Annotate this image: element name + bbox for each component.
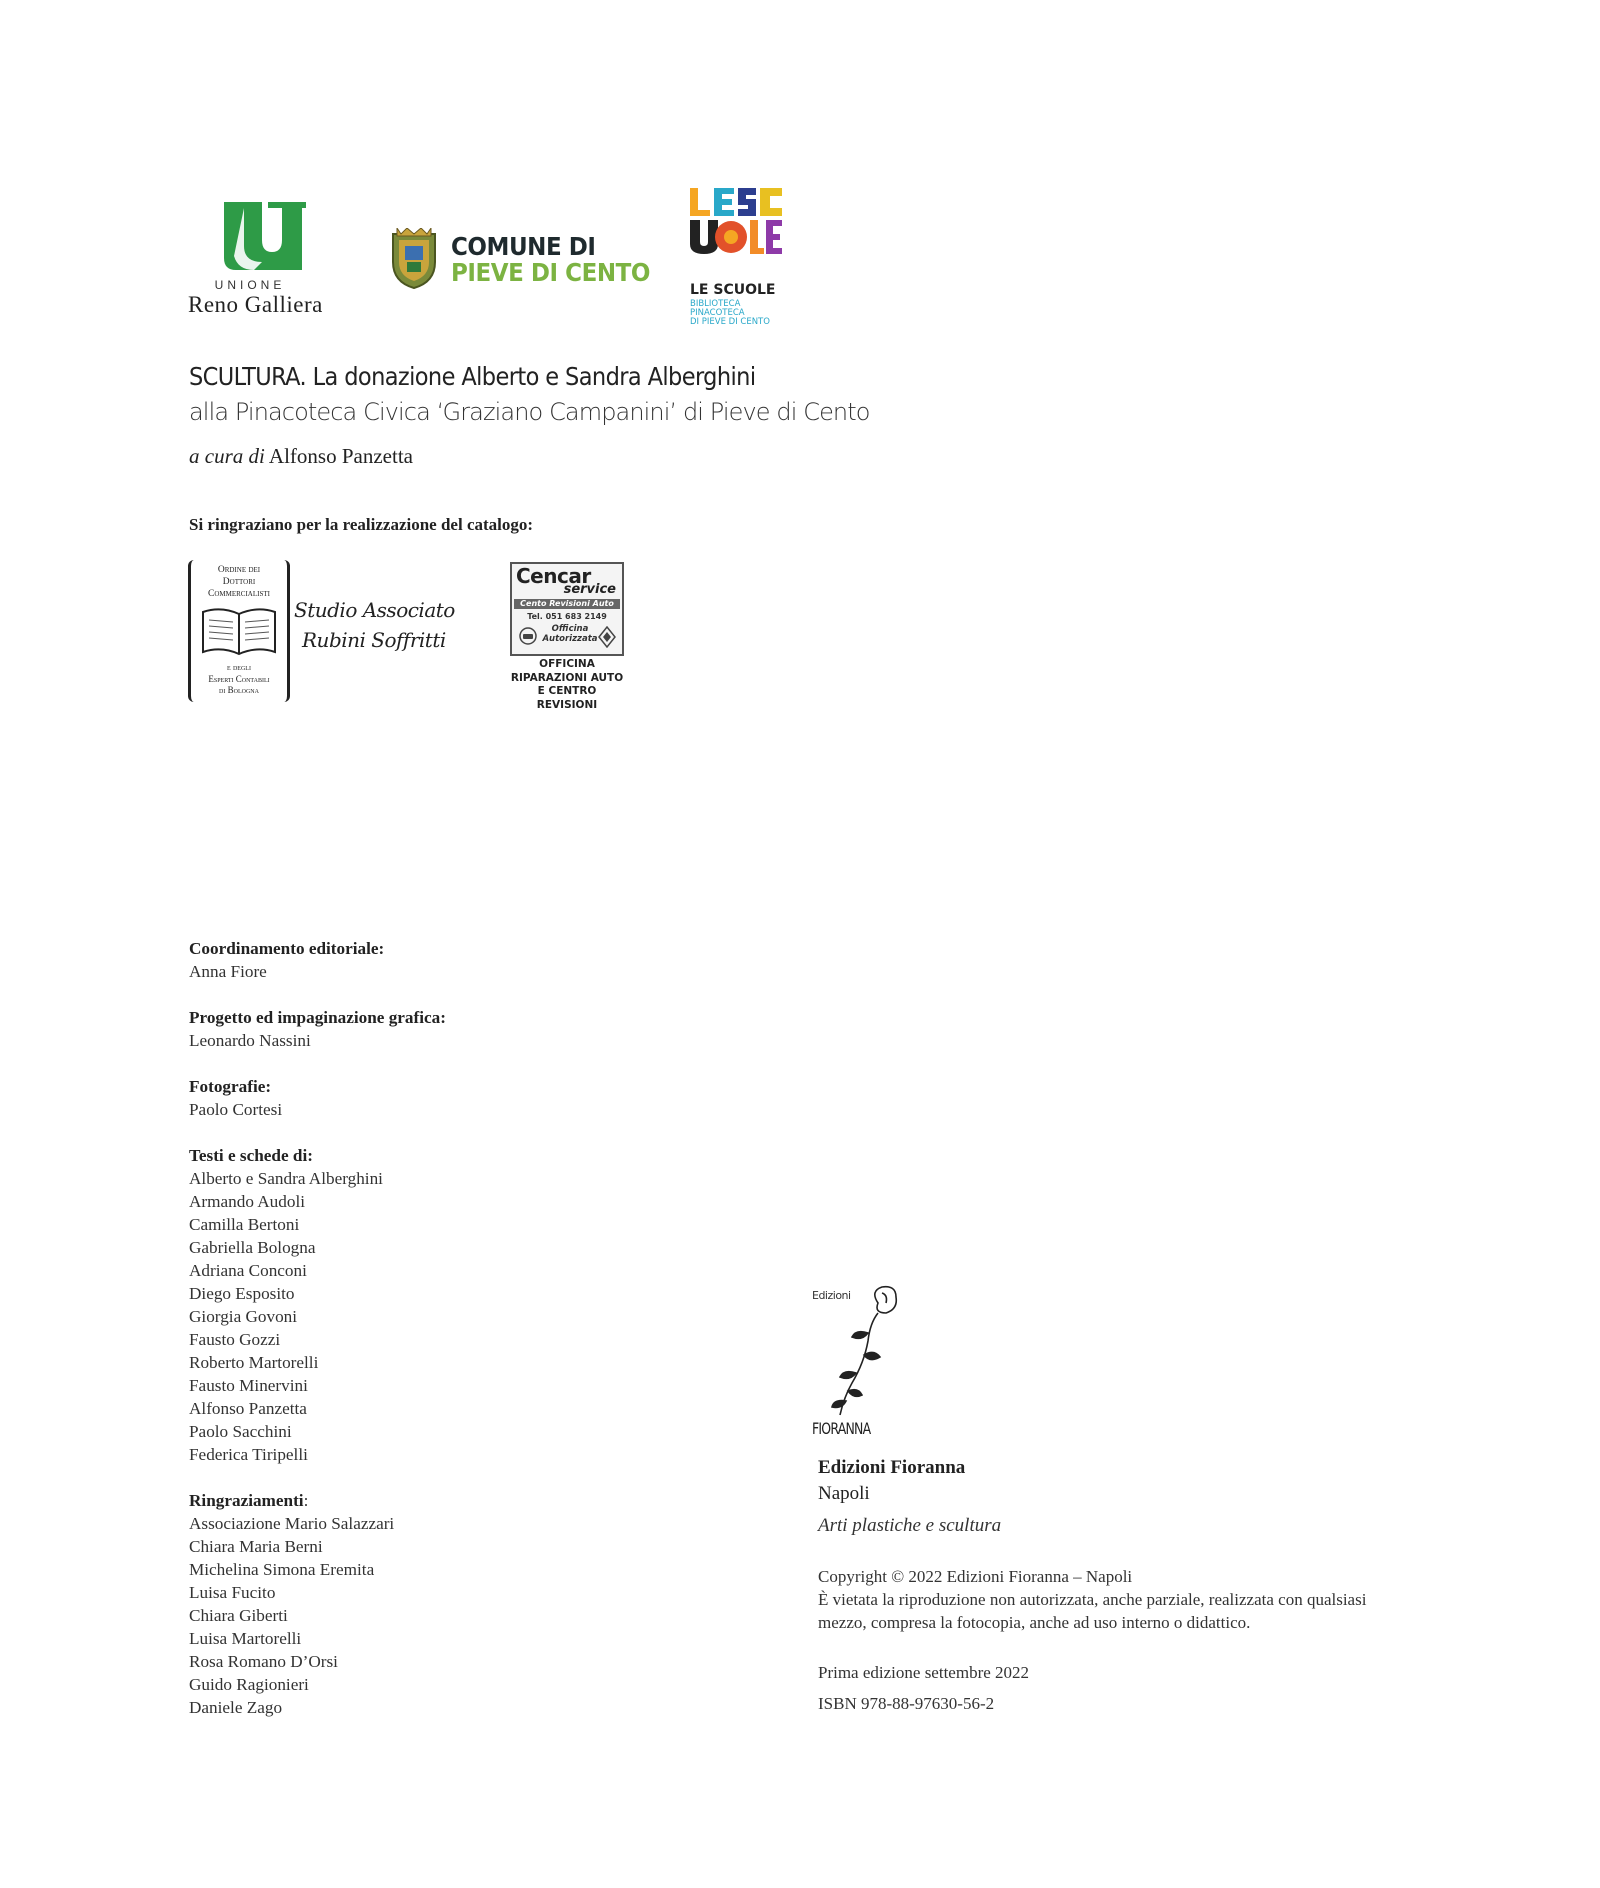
edizioni-fioranna-logo <box>812 1283 902 1441</box>
cencar-phone: Tel. 051 683 2149 <box>527 612 607 621</box>
list-item: Fausto Gozzi <box>189 1330 281 1349</box>
list-item: Gabriella Bologna <box>189 1238 316 1257</box>
fioranna-logo-top-text: Edizioni <box>812 1289 851 1302</box>
renault-icon <box>598 626 616 648</box>
sponsors-heading: Si ringraziano per la realizzazione del catalogo: <box>189 515 534 534</box>
list-item: Michelina Simona Eremita <box>189 1560 375 1579</box>
publisher-name: Edizioni Fioranna <box>818 1457 966 1478</box>
isbn-line: ISBN 978-88-97630-56-2 <box>818 1694 995 1713</box>
copyright-line-3: mezzo, compresa la fotocopia, anche ad uso interno o didattico. <box>818 1613 1251 1632</box>
open-book-icon <box>199 604 279 660</box>
fioranna-logo-wordmark: FIORANNA <box>812 1419 871 1438</box>
edition-line: Prima edizione settembre 2022 <box>818 1663 1030 1682</box>
cencar-service-logo <box>510 562 624 711</box>
le-scuole-sub-3: DI PIEVE DI CENTO <box>690 317 770 327</box>
list-item: Daniele Zago <box>189 1698 283 1717</box>
publisher-city: Napoli <box>818 1483 870 1504</box>
ordine-commercialisti-logo <box>188 560 290 702</box>
ordine-bottom-text <box>191 662 287 697</box>
ordine-top-3: Commercialisti <box>208 589 270 599</box>
copyright-line-2: È vietata la riproduzione non autorizzata, anche parziale, realizzata con qualsiasi <box>818 1590 1367 1609</box>
studio-line-2: Rubini Soffritti <box>302 628 446 652</box>
list-item: Giorgia Govoni <box>189 1307 298 1326</box>
cencar-subtitle: Cento Revisioni Auto <box>514 599 620 609</box>
le-scuole-sub-2: PINACOTECA <box>690 308 745 318</box>
list-item: Paolo Sacchini <box>189 1422 292 1441</box>
le-scuole-letters-icon <box>690 188 782 280</box>
ordine-top-text <box>191 564 287 600</box>
list-item: Rosa Romano D’Orsi <box>189 1652 338 1671</box>
acknowledgements-colon: : <box>303 1491 309 1510</box>
le-scuole-label: LE SCUOLE <box>690 282 776 298</box>
curator-name: Alfonso Panzetta <box>268 444 413 468</box>
cencar-box <box>510 562 624 656</box>
copyright-notice <box>818 1565 1438 1634</box>
rose-icon <box>812 1283 902 1423</box>
ordine-bottom-2: Esperti Contabili <box>208 673 270 684</box>
list-item: Fausto Minervini <box>189 1376 308 1395</box>
list-item: Camilla Bertoni <box>189 1215 300 1234</box>
list-item: Guido Ragionieri <box>189 1675 309 1694</box>
reno-galliera-label: Reno Galliera <box>188 292 323 317</box>
list-item: Armando Audoli <box>189 1192 306 1211</box>
list-item: Alfonso Panzetta <box>189 1399 307 1418</box>
cencar-caption-1: OFFICINA <box>539 658 595 670</box>
list-item: Luisa Fucito <box>189 1583 276 1602</box>
list-item: Roberto Martorelli <box>189 1353 319 1372</box>
studio-associato-logo <box>294 598 474 658</box>
coordination-label: Coordinamento editoriale: <box>189 939 385 958</box>
cencar-officina-1: Officina <box>551 624 589 634</box>
credits-column <box>189 937 689 1719</box>
ordine-top-2: Dottori <box>222 577 256 587</box>
acknowledgements-label: Ringraziamenti <box>189 1491 304 1510</box>
photography-name: Paolo Cortesi <box>189 1100 283 1119</box>
car-badge-icon <box>518 626 538 646</box>
list-item: Chiara Giberti <box>189 1606 288 1625</box>
acknowledgements-list <box>189 1512 689 1719</box>
cencar-caption-3: E CENTRO REVISIONI <box>536 685 598 711</box>
list-item: Chiara Maria Berni <box>189 1537 323 1556</box>
list-item: Adriana Conconi <box>189 1261 307 1280</box>
coordination-name: Anna Fiore <box>189 962 267 981</box>
cencar-service-label: service <box>563 582 616 597</box>
ordine-bottom-3: di Bologna <box>219 685 259 695</box>
cencar-officina <box>540 624 600 644</box>
ordine-bottom-1: e degli <box>227 662 251 672</box>
comune-di-label: COMUNE DI <box>451 232 596 261</box>
catalog-title: SCULTURA. La donazione Alberto e Sandra Alberghini <box>189 362 756 391</box>
texts-label: Testi e schede di: <box>189 1146 313 1165</box>
unione-reno-galliera-logo <box>188 200 358 320</box>
copyright-line-1: Copyright © 2022 Edizioni Fioranna – Napoli <box>818 1567 1133 1586</box>
cencar-name: Cencar <box>516 564 591 588</box>
design-name: Leonardo Nassini <box>189 1031 311 1050</box>
ordine-top-1: Ordine dei <box>217 565 261 575</box>
list-item: Alberto e Sandra Alberghini <box>189 1169 383 1188</box>
unione-label: UNIONE <box>214 278 286 292</box>
design-label: Progetto ed impaginazione grafica: <box>189 1008 446 1027</box>
coat-of-arms-icon <box>385 228 443 290</box>
texts-author-list <box>189 1167 689 1466</box>
publisher-series: Arti plastiche e scultura <box>818 1515 1002 1536</box>
le-scuole-sub-1: BIBLIOTECA <box>690 299 741 309</box>
cencar-officina-2: Autorizzata <box>542 634 598 644</box>
pieve-di-cento-label: PIEVE DI CENTO <box>451 258 650 287</box>
le-scuole-subtitle <box>690 300 790 327</box>
list-item: Luisa Martorelli <box>189 1629 302 1648</box>
cencar-caption <box>506 658 628 712</box>
cencar-caption-2: RIPARAZIONI AUTO <box>510 671 624 684</box>
photography-label: Fotografie: <box>189 1077 272 1096</box>
unione-u-icon <box>188 200 312 274</box>
list-item: Federica Tiripelli <box>189 1445 308 1464</box>
list-item: Diego Esposito <box>189 1284 295 1303</box>
comune-pieve-di-cento-logo <box>385 226 655 298</box>
curator-prefix: a cura di <box>189 444 265 468</box>
acknowledgements-heading <box>189 1489 689 1512</box>
list-item: Associazione Mario Salazzari <box>189 1514 395 1533</box>
le-scuole-logo <box>690 188 782 333</box>
catalog-subtitle: alla Pinacoteca Civica ‘Graziano Campanini’ di Pieve di Cento <box>189 398 870 426</box>
curator-line <box>189 444 413 469</box>
studio-line-1: Studio Associato <box>294 598 455 622</box>
